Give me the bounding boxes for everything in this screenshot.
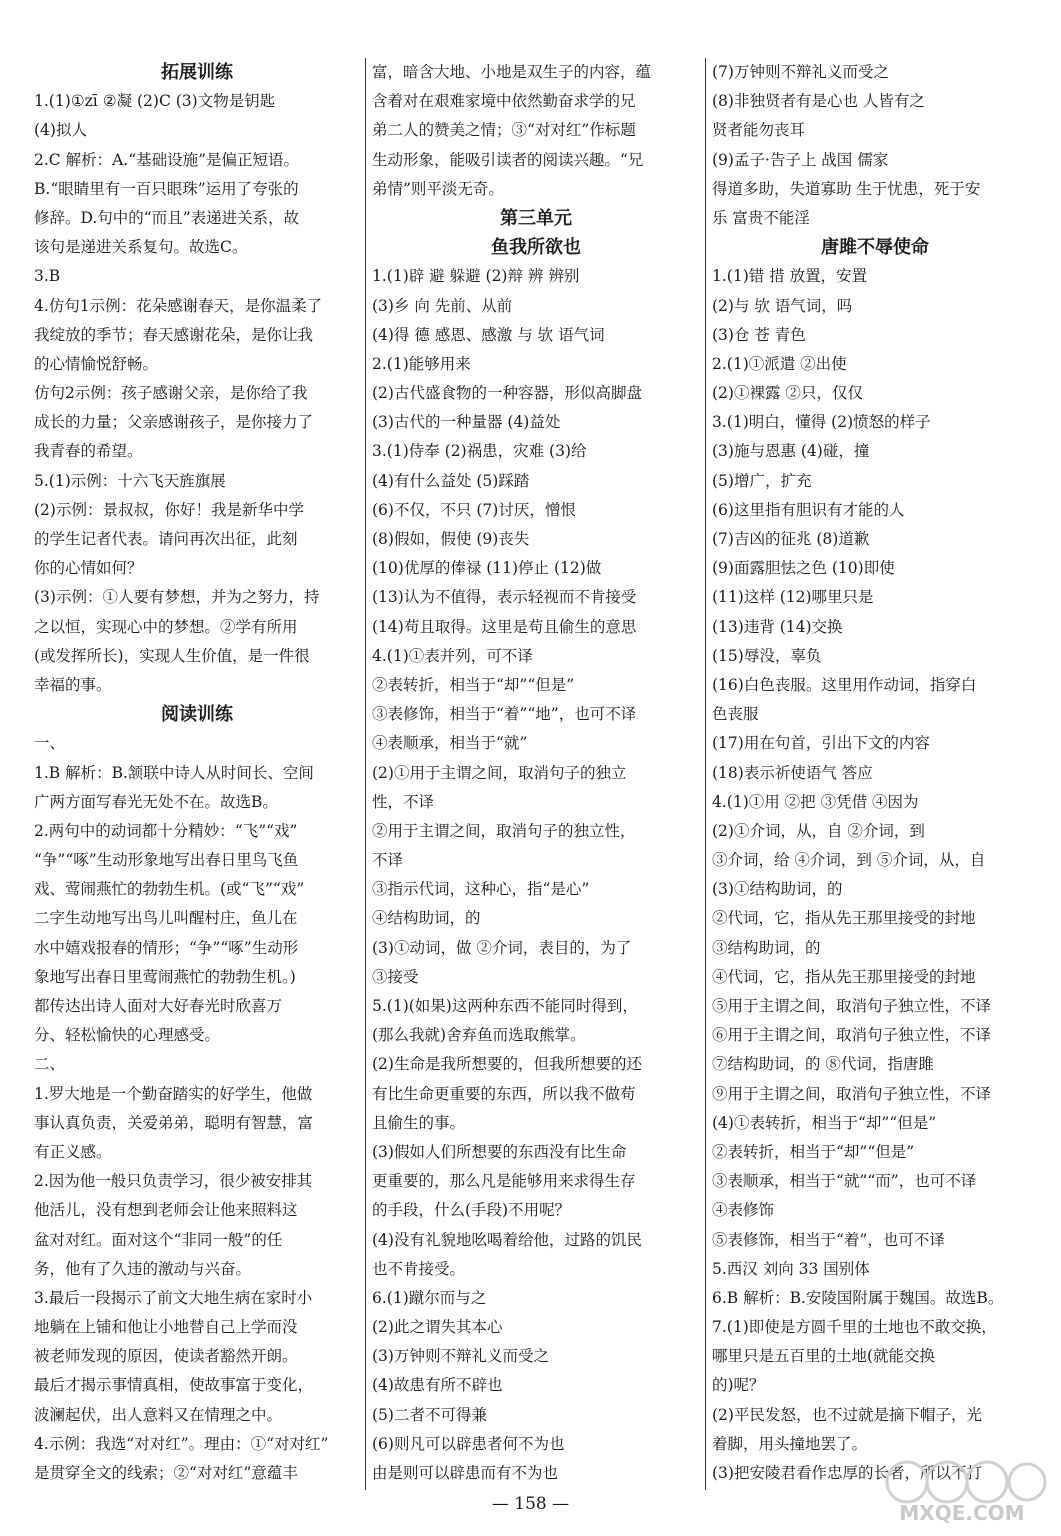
text-line: (15)辱没，辜负 [712, 646, 822, 665]
text-line: (3)万钟则不辩礼义而受之 [372, 1347, 549, 1366]
text-line: 我青春的希望。 [34, 442, 143, 461]
text-line: (8)非独贤者有是心也 人皆有之 [712, 92, 925, 111]
text-line: 弟情”则平淡无奇。 [372, 179, 504, 198]
text-line: (2)①介词，从，自 ②介词，到 [712, 821, 925, 840]
text-line: “争”“啄”生动形象地写出春日里鸟飞鱼 [34, 851, 299, 870]
text-line: 地躺在上铺和他让小地替自己上学而没 [34, 1318, 298, 1337]
text-line: 更重要的，那么凡是能够用来求得生存 [372, 1172, 636, 1191]
text-line: ⑤用于主谓之间，取消句子独立性，不译 [712, 997, 992, 1015]
text-line: 象地写出春日里莺闹燕忙的勃勃生机。) [34, 967, 296, 986]
text-line: (2)生命是我所想要的，但我所想要的还 [372, 1055, 642, 1074]
text-line: 且偷生的事。 [372, 1113, 466, 1132]
text-line: (5)二者不可得兼 [372, 1405, 487, 1424]
text-line: 你的心情如何？ [34, 559, 143, 578]
text-line: (14)苟且取得。这里是苟且偷生的意思 [372, 617, 637, 636]
text-line: 得道多助，失道寡助 生于忧患，死于安 [712, 179, 981, 198]
page-number: — 158 — [491, 1494, 570, 1514]
text-line: 7.(1)即使是方圆千里的土地也不敢交换， [712, 1318, 997, 1337]
text-line: (4)有什么益处 (5)踩踏 [372, 471, 530, 490]
text-line: 我绽放的季节；春天感谢花朵，是你让我 [34, 325, 314, 344]
text-line: 1.(1)错 措 放置，安置 [712, 267, 868, 286]
watermark-logo [877, 1456, 1047, 1526]
text-line: (16)白色丧服。这里用作动词，指穿白 [712, 675, 977, 694]
text-line: ③表修饰，相当于“着”“地”，也可不译 [372, 705, 637, 724]
text-line: (9)面露胆怯之色 (10)即使 [712, 559, 895, 578]
text-line: ②表转折，相当于“却”“但是” [712, 1142, 915, 1161]
text-line: ③指示代词，这种心，指“是心” [372, 880, 590, 899]
text-line: (2)①用于主谓之间，取消句子的独立 [372, 763, 627, 782]
text-line: (3)①结构助词，的 [712, 880, 843, 899]
text-line: 最后才揭示事情真相，使故事富于变化， [34, 1376, 314, 1395]
text-line: ④表顺承，相当于“就” [372, 734, 528, 753]
text-line: 不译 [372, 851, 404, 870]
text-line: (8)假如，假使 (9)丧失 [372, 530, 530, 548]
column-right [712, 58, 1038, 1488]
text-line: (18)表示祈使语气 答应 [712, 763, 873, 782]
text-line: (3)假如人们所想要的东西没有比生命 [372, 1142, 627, 1161]
text-line: 戏、莺闹燕忙的勃勃生机。(或“飞”“戏” [34, 880, 305, 899]
text-line: 有正义感。 [34, 1142, 112, 1161]
text-line: (3)施与恩惠 (4)碰，撞 [712, 442, 870, 461]
text-line: 有比生命更重要的东西，所以我不做苟 [372, 1084, 636, 1103]
text-line: 二字生动地写出鸟儿叫醒村庄，鱼儿在 [34, 909, 298, 928]
text-line: 1.罗大地是一个勤奋踏实的好学生，他做 [34, 1084, 313, 1103]
text-line: 6.(1)蹴尔而与之 [372, 1288, 487, 1307]
text-line: 5.(1)(如果)这两种东西不能同时得到， [372, 997, 638, 1015]
text-line: 4.(1)①用 ②把 ③凭借 ④因为 [712, 792, 919, 811]
section-heading: 阅读训练 [161, 704, 233, 726]
text-line: 乐 富贵不能淫 [712, 208, 810, 227]
text-line: (3)①动词，做 ②介词，表目的，为了 [372, 938, 632, 957]
text-line: 成长的力量；父亲感谢孩子，是你接力了 [34, 413, 314, 432]
text-line: 仿句2示例：孩子感谢父亲，是你给了我 [34, 384, 308, 403]
column-middle [372, 58, 700, 1488]
text-line: ⑦结构助词，的 ⑧代词，指唐雎 [712, 1055, 934, 1074]
text-line: (5)增广，扩充 [712, 471, 812, 490]
text-line: 1.(1)辟 避 躲避 (2)辩 辨 辨别 [372, 267, 580, 286]
text-line: (那么我就)舍弃鱼而选取熊掌。 [372, 1026, 586, 1045]
column-divider [365, 58, 366, 1490]
text-line: (2)古代盛食物的一种容器，形似高脚盘 [372, 384, 642, 403]
text-line: 被老师发现的原因，使读者豁然开朗。 [34, 1347, 298, 1366]
text-line: ③接受 [372, 967, 419, 986]
text-line: 生动形象，能吸引读者的阅读兴趣。“兄 [372, 150, 644, 169]
text-line: 4.示例：我选“对对红”。理由：①“对对红” [34, 1434, 329, 1453]
text-line: ⑥用于主谓之间，取消句子独立性，不译 [712, 1026, 992, 1045]
text-line: 3.最后一段揭示了前文大地生病在家时小 [34, 1288, 313, 1307]
text-line: 务，他有了久违的激动与兴奋。 [34, 1259, 252, 1278]
text-line: 富，暗含大地、小地是双生子的内容，蕴 [372, 63, 652, 81]
text-line: 广两方面写春光无处不在。故选B。 [34, 792, 278, 811]
text-line: (17)用在句首，引出下文的内容 [712, 734, 930, 753]
text-line: ③结构助词，的 [712, 938, 821, 957]
text-line: 2.两句中的动词都十分精妙：“飞”“戏” [34, 821, 298, 840]
section-heading: 鱼我所欲也 [491, 237, 581, 259]
text-line: ④代词，它，指从先王那里接受的封地 [712, 967, 976, 986]
text-line: 二、 [34, 1055, 66, 1074]
text-line: 性，不译 [372, 792, 435, 811]
text-line: ②表转折，相当于“却”“但是” [372, 675, 575, 694]
text-line: (3)仓 苍 青色 [712, 325, 806, 344]
text-line: (2)示例：景叔叔，你好！我是新华中学 [34, 500, 304, 519]
text-line: (7)万钟则不辩礼义而受之 [712, 63, 889, 81]
text-line: 该句是递进关系复句。故选C。 [34, 238, 248, 257]
text-line: (6)则凡可以辟患者何不为也 [372, 1434, 565, 1453]
text-line: 分、轻松愉快的心理感受。 [34, 1026, 221, 1045]
text-line: 由是则可以辟患而有不为也 [372, 1464, 559, 1482]
text-line: 4.仿句1示例：花朵感谢春天，是你温柔了 [34, 296, 323, 315]
text-line: 含着对在艰难家境中依然勤奋求学的兄 [372, 92, 636, 111]
svg-text:MXQE.COM: MXQE.COM [899, 1501, 1025, 1525]
text-line: 的)呢？ [712, 1376, 765, 1395]
text-line: 都传达出诗人面对大好春光时欣喜万 [34, 997, 283, 1015]
text-line: 1.(1)①zī ②凝 (2)C (3)文物是钥匙 [34, 92, 276, 111]
text-line: (4)没有礼貌地吆喝着给他，过路的饥民 [372, 1230, 642, 1249]
text-line: 盆对对红。面对这个“非同一般”的任 [34, 1230, 283, 1249]
text-line: (10)优厚的俸禄 (11)停止 (12)做 [372, 559, 602, 578]
text-line: (6)不仅，不只 (7)讨厌，憎恨 [372, 500, 576, 519]
text-line: (3)把安陵君看作忠厚的长者，所以不打 [712, 1464, 982, 1482]
text-line: 也不肯接受。 [372, 1259, 466, 1278]
text-line: (13)违背 (14)交换 [712, 617, 843, 636]
text-line: 的手段，什么(手段)不用呢？ [372, 1201, 571, 1220]
column-left [34, 58, 360, 1488]
text-line: ②用于主谓之间，取消句子的独立性， [372, 821, 636, 840]
text-line: 幸福的事。 [34, 675, 112, 694]
text-line: 3.(1)明白，懂得 (2)愤怒的样子 [712, 413, 931, 432]
text-line: ③表顺承，相当于“就”“而”，也可不译 [712, 1172, 977, 1191]
text-line: 波澜起伏，出人意料又在情理之中。 [34, 1405, 283, 1424]
text-line: 6.B 解析：B.安陵国附属于魏国。故选B。 [712, 1288, 1004, 1307]
text-line: 的心情愉悦舒畅。 [34, 354, 159, 373]
text-line: (4)故患有所不辟也 [372, 1376, 503, 1395]
text-line: 他活儿，没有想到老师会让他来照料这 [34, 1201, 298, 1220]
text-line: 是贯穿全文的线索；②“对对红”意蕴丰 [34, 1464, 298, 1482]
text-line: B.“眼睛里有一百只眼珠”运用了夸张的 [34, 179, 299, 198]
text-line: 之以恒，实现心中的梦想。②学有所用 [34, 617, 298, 636]
text-line: (3)示例：①人要有梦想，并为之努力，持 [34, 588, 320, 607]
text-line: (或发挥所长)，实现人生价值，是一件很 [34, 646, 310, 665]
section-heading: 拓展训练 [161, 62, 233, 83]
text-line: 2.C 解析：A.“基础设施”是偏正短语。 [34, 150, 300, 169]
column-divider [705, 58, 706, 1490]
text-line: 3.(1)侍奉 (2)祸患，灾难 (3)给 [372, 442, 587, 461]
text-line: ②代词，它，指从先王那里接受的封地 [712, 909, 976, 928]
text-line: 事认真负责，关爱弟弟，聪明有智慧，富 [34, 1113, 314, 1132]
text-line: 着脚，用头撞地罢了。 [712, 1434, 868, 1453]
text-line: 2.(1)能够用来 [372, 354, 471, 373]
text-line: (9)孟子·告子上 战国 儒家 [712, 150, 889, 169]
text-line: 2.因为他一般只负责学习，很少被安排其 [34, 1172, 313, 1191]
text-line: ⑤表修饰，相当于“着”，也可不译 [712, 1230, 945, 1249]
text-line: (3)古代的一种量器 (4)益处 [372, 413, 561, 432]
text-line: 哪里只是五百里的土地(就能交换 [712, 1347, 936, 1366]
section-heading: 唐雎不辱使命 [821, 237, 929, 259]
text-line: (2)①裸露 ②只，仅仅 [712, 384, 863, 403]
text-line: ③介词，给 ④介词，到 ⑤介词，从，自 [712, 851, 986, 870]
text-line: 色丧服 [712, 705, 759, 724]
text-line: (4)得 德 感恩、感激 与 欤 语气词 [372, 325, 605, 344]
text-line: ⑨用于主谓之间，取消句子独立性，不译 [712, 1084, 992, 1103]
text-line: (7)吉凶的征兆 (8)道歉 [712, 530, 870, 548]
text-line: 弟二人的赞美之情；③“对对红”作标题 [372, 121, 636, 140]
text-line: 的学生记者代表。请问再次出征，此刻 [34, 530, 298, 548]
text-line: 3.B [34, 267, 61, 286]
text-line: 贤者能勿丧耳 [712, 121, 806, 140]
text-line: (2)与 欤 语气词，吗 [712, 296, 853, 315]
text-line: (11)这样 (12)哪里只是 [712, 588, 874, 607]
text-line: 水中嬉戏报春的情形；“争”“啄”生动形 [34, 938, 299, 957]
text-line: 5.西汉 刘向 33 国别体 [712, 1259, 870, 1278]
text-line: (3)乡 向 先前、从前 [372, 296, 513, 315]
text-line: (4)拟人 [34, 121, 87, 140]
text-line: (6)这里指有胆识有才能的人 [712, 500, 905, 519]
text-line: 1.B 解析：B.颔联中诗人从时间长、空间 [34, 763, 314, 782]
section-heading: 第三单元 [500, 207, 572, 229]
text-line: 5.(1)示例：十六飞天旌旗展 [34, 471, 226, 490]
text-line: (4)①表转折，相当于“却”“但是” [712, 1113, 937, 1132]
text-line: ④表修饰 [712, 1201, 775, 1220]
text-line: 2.(1)①派遣 ②出使 [712, 354, 847, 373]
text-line: 修辞。D.句中的“而且”表递进关系，故 [34, 208, 300, 227]
text-line: ④结构助词，的 [372, 909, 481, 928]
text-line: 4.(1)①表并列，可不译 [372, 646, 533, 665]
text-line: (13)认为不值得，表示轻视而不肯接受 [372, 588, 637, 607]
text-line: 一、 [34, 734, 66, 753]
text-line: (2)平民发怒，也不过就是摘下帽子，光 [712, 1405, 982, 1424]
text-line: (2)此之谓失其本心 [372, 1318, 503, 1337]
